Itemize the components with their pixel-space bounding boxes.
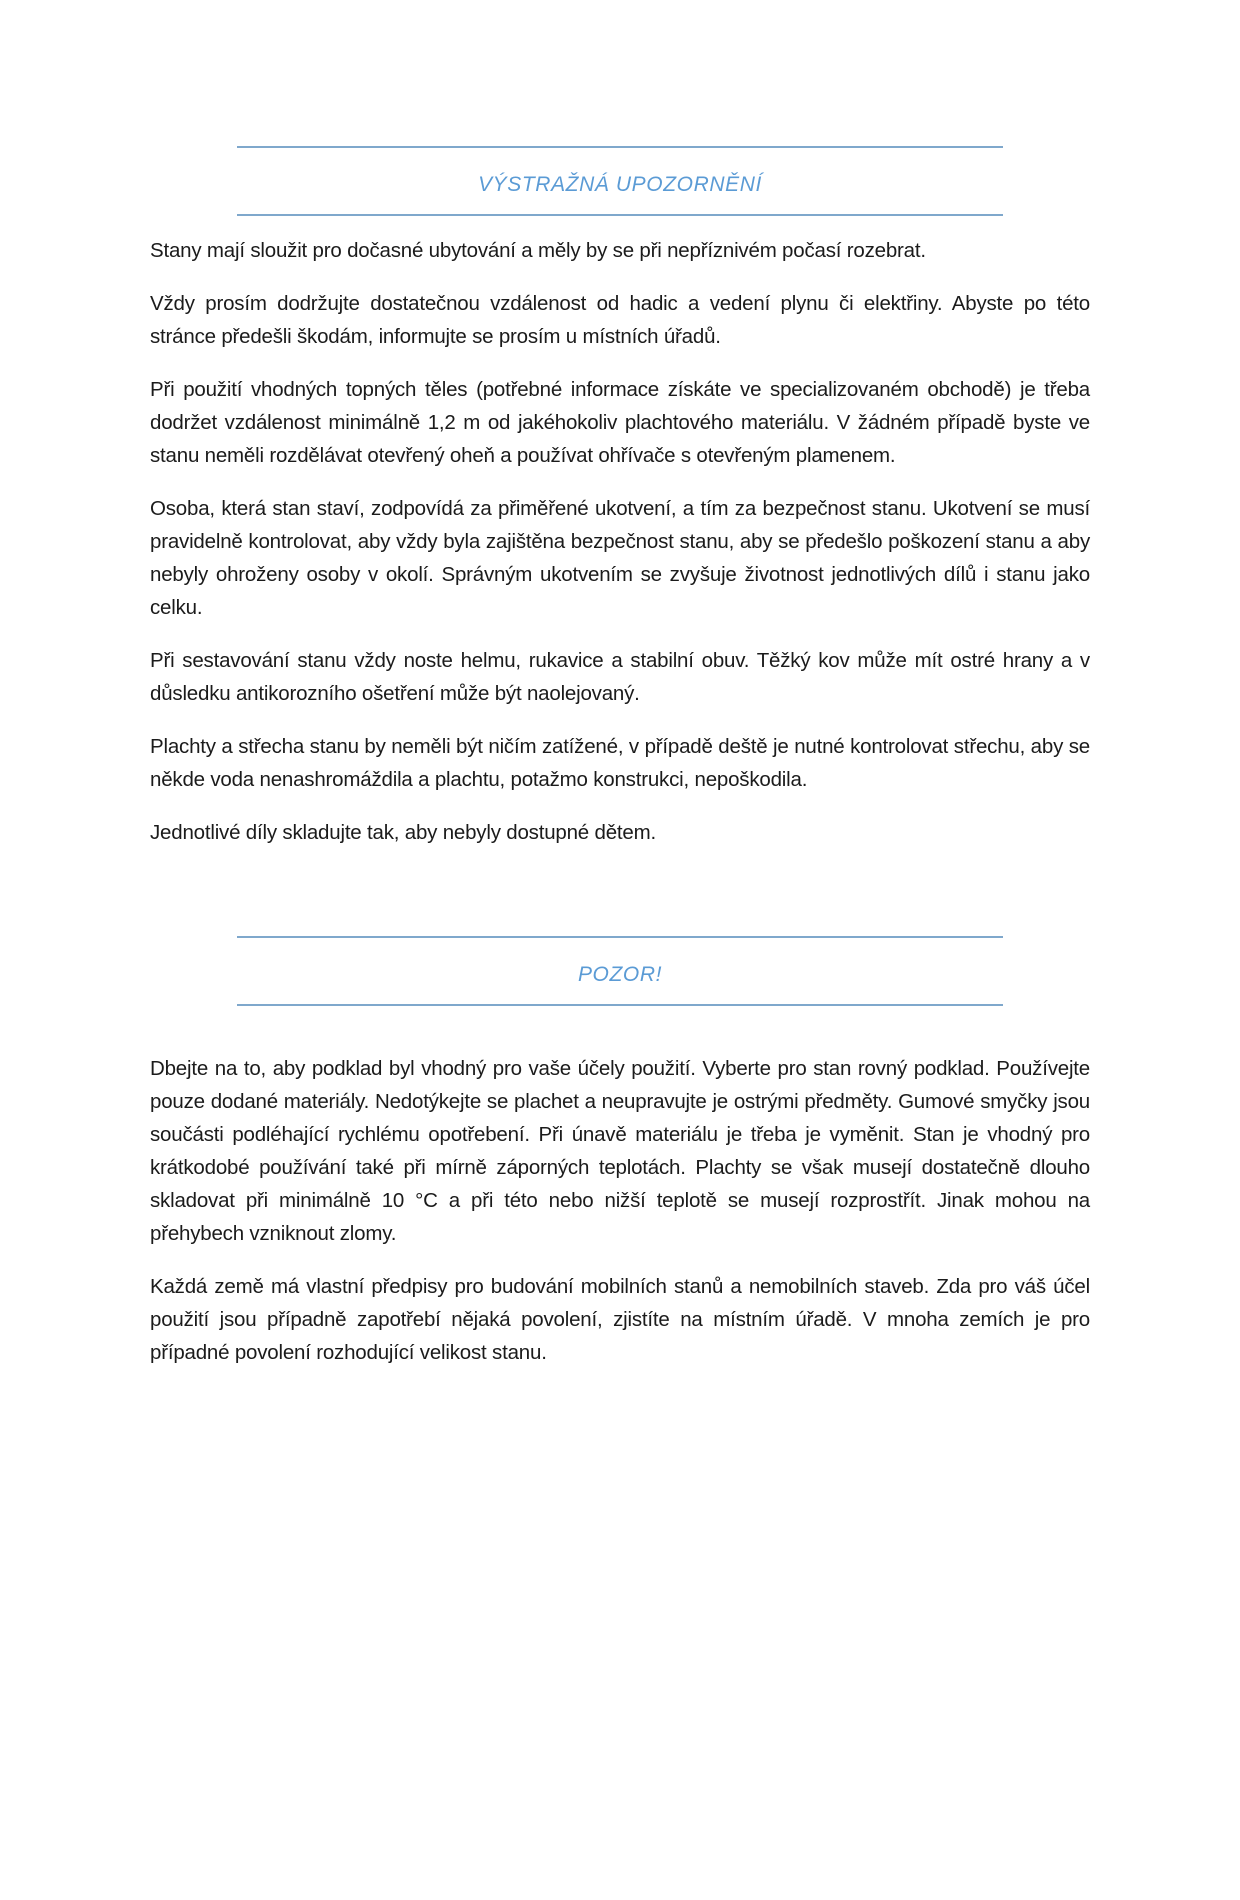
paragraph: Při použití vhodných topných těles (potřebné informace získáte ve specializovaném obchodě) je třeba dodržet vzdálenost minimálně 1,2 m od jakéhokoliv plachtového materiálu. V žádném případě byste ve stanu neměli rozdělávat otevřený oheň a používat ohřívače s otevřeným plamenem. bbox=[150, 378, 1090, 467]
warnings-heading: VÝSTRAŽNÁ UPOZORNĚNÍ bbox=[478, 173, 762, 196]
paragraph: Každá země má vlastní předpisy pro budování mobilních stanů a nemobilních staveb. Zda pro váš účel použití jsou případně zapotřebí nějaká povolení, zjistíte na místním úřadě. V mnoha zemích je pro případné povolení rozhodující velikost stanu. bbox=[150, 1275, 1090, 1364]
caution-body bbox=[150, 1006, 1090, 1369]
warnings-body bbox=[150, 216, 1090, 849]
paragraph: Dbejte na to, aby podklad byl vhodný pro vaše účely použití. Vyberte pro stan rovný podklad. Používejte pouze dodané materiály. Nedotýkejte se plachet a neupravujte je ostrými předměty. Gumové smyčky jsou součásti podléhající rychlému opotřebení. Při únavě materiálu je třeba je vyměnit. Stan je vhodný pro krátkodobé používání také při mírně záporných teplotách. Plachty se však musejí dostatečně dlouho skladovat při minimálně 10 °C a při této nebo nižší teplotě se musejí rozprostřít. Jinak mohou na přehybech vzniknout zlomy. bbox=[150, 1057, 1090, 1245]
paragraph: Osoba, která stan staví, zodpovídá za přiměřené ukotvení, a tím za bezpečnost stanu. Ukotvení se musí pravidelně kontrolovat, aby vždy byla zajištěna bezpečnost stanu, aby se předešlo poškození stanu a aby nebyly ohroženy osoby v okolí. Správným ukotvením se zvyšuje životnost jednotlivých dílů i stanu jako celku. bbox=[150, 497, 1090, 619]
warnings-section bbox=[150, 146, 1090, 849]
paragraph: Stany mají sloužit pro dočasné ubytování a měly by se při nepříznivém počasí rozebrat. bbox=[150, 239, 926, 262]
caution-section bbox=[150, 936, 1090, 1369]
paragraph: Při sestavování stanu vždy noste helmu, rukavice a stabilní obuv. Těžký kov může mít ostré hrany a v důsledku antikorozního ošetření může být naolejovaný. bbox=[150, 649, 1090, 705]
caution-heading-block bbox=[237, 936, 1003, 1006]
paragraph: Jednotlivé díly skladujte tak, aby nebyly dostupné dětem. bbox=[150, 821, 656, 844]
paragraph: Plachty a střecha stanu by neměli být ničím zatížené, v případě deště je nutné kontrolovat střechu, aby se někde voda nenashromáždila a plachtu, potažmo konstrukci, nepoškodila. bbox=[150, 735, 1090, 791]
caution-heading: POZOR! bbox=[577, 963, 663, 986]
document-page bbox=[0, 146, 1240, 1900]
warnings-heading-block bbox=[237, 146, 1003, 216]
paragraph: Vždy prosím dodržujte dostatečnou vzdálenost od hadic a vedení plynu či elektřiny. Abyste po této stránce předešli škodám, informujte se prosím u místních úřadů. bbox=[150, 292, 1090, 348]
